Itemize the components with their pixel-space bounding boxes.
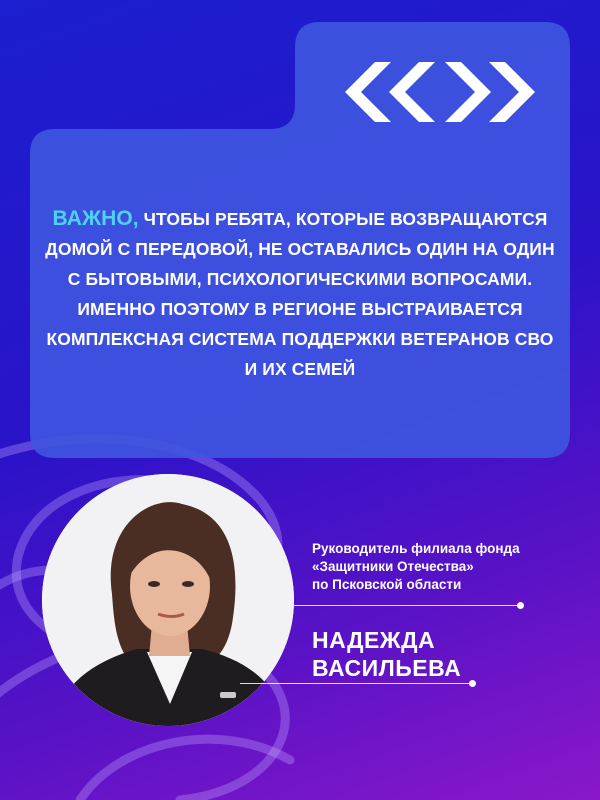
portrait-photo-icon [42,474,294,726]
quote-accent: ВАЖНО, [52,207,139,230]
person-name [312,626,572,682]
code-brackets-logo-icon [345,62,535,122]
divider-dot-top [517,602,524,609]
quote-body: ЧТОБЫ РЕБЯТА, КОТОРЫЕ ВОЗВРАЩАЮТСЯ ДОМОЙ С ПЕРЕДОВОЙ, НЕ ОСТАВАЛИСЬ ОДИН НА ОДИН С БЫТОВЫМИ, ПСИХОЛОГИЧЕСКИМИ ВОПРОСАМИ. ИМЕННО ПОЭТОМУ В РЕГИОНЕ ВЫСТРАИВАЕТСЯ КОМПЛЕКСНАЯ СИСТЕМА ПОДДЕРЖКИ ВЕТЕРАНОВ СВО И ИХ СЕМЕЙ [45,209,555,379]
role-line-3: по Псковской области [312,577,462,592]
role-line-1: Руководитель филиала фонда [312,541,520,556]
name-last: ВАСИЛЬЕВА [312,655,462,681]
portrait-photo [42,474,294,726]
role-line-2: «Защитники Отечества» [312,559,474,574]
divider-dot-bottom [469,680,476,687]
quote-text [40,204,560,384]
divider-line-bottom [240,683,472,684]
divider-line-top [294,605,520,606]
person-role [312,540,572,594]
name-first: НАДЕЖДА [312,627,436,653]
